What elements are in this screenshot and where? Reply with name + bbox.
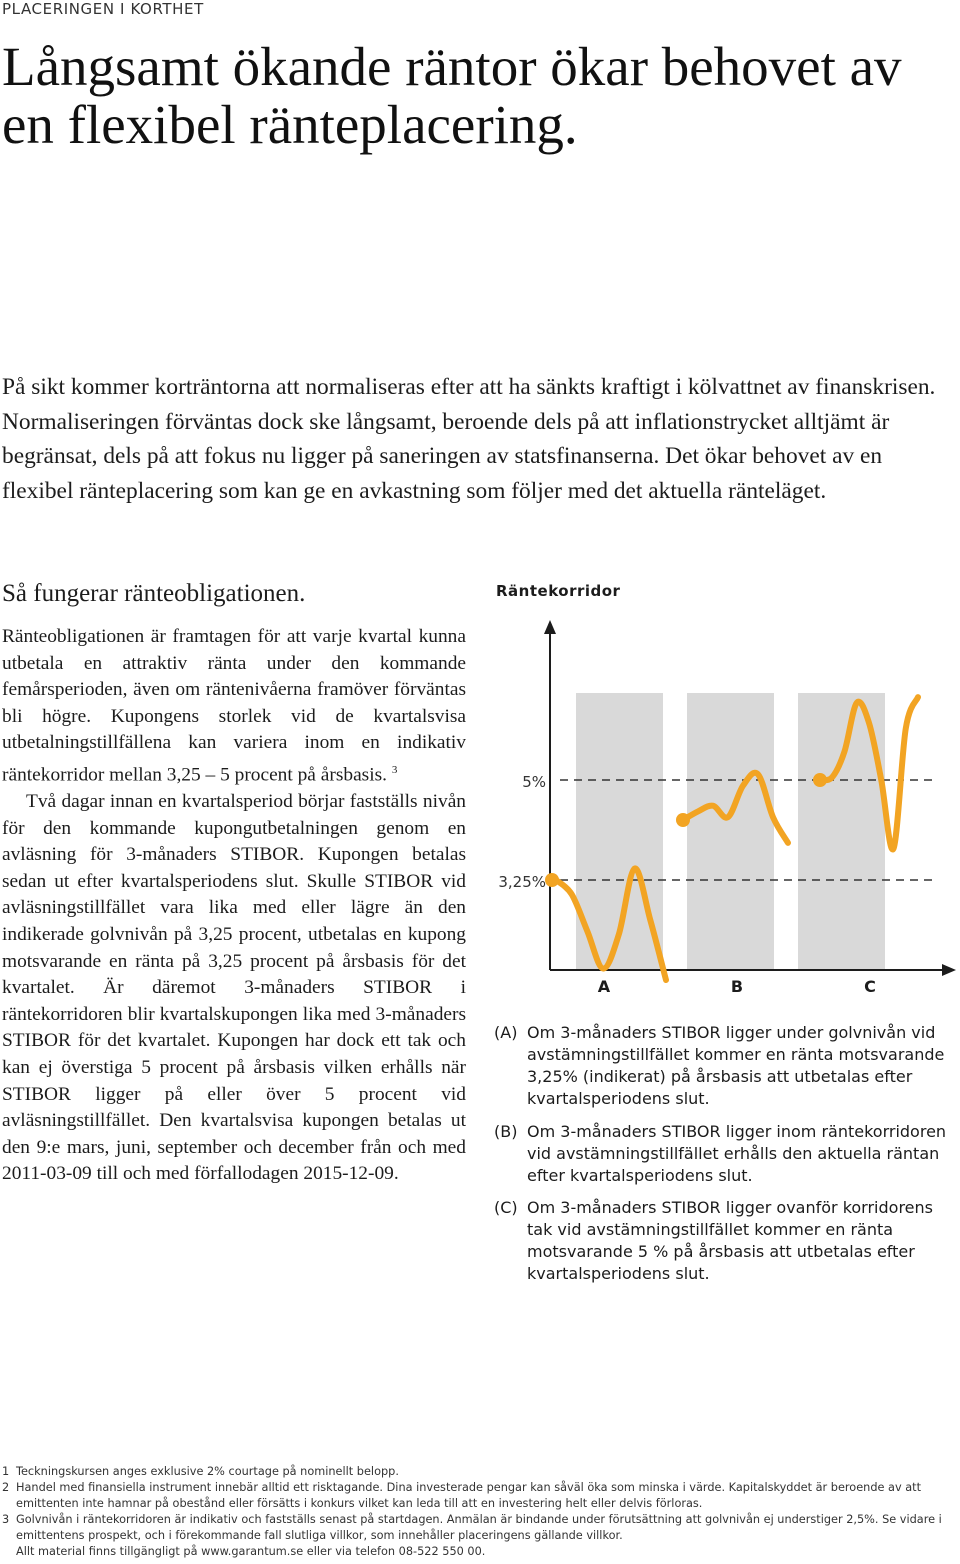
legend-text: Om 3-månaders STIBOR ligger under golvnivån vid avstämningstillfället kommer en ränta motsvarande 3,25% (indikerat) på årsbasis att utbetalas efter kvartalsperiodens slut. (527, 1023, 945, 1108)
legend-tag: (C) (494, 1198, 518, 1217)
footnotes (2, 1464, 958, 1560)
footnote-number: 1 (2, 1465, 10, 1478)
fixing-point-c (813, 773, 827, 787)
legend-text: Om 3-månaders STIBOR ligger ovanför korridorens tak vid avstämningstillfället kommer en ränta motsvarande 5 % på årsbasis att utbetalas efter kvartalsperiodens slut. (527, 1198, 933, 1283)
legend-item-1 (494, 1121, 960, 1187)
footnote-text: Teckningskursen anges exklusive 2% courtage på nominellt belopp. (16, 1465, 399, 1478)
body-text (2, 624, 466, 1188)
intro-paragraph: På sikt kommer korträntorna att normaliseras efter att ha sänkts kraftigt i kölvattnet av finanskrisen. Normaliseringen förväntas dock ske långsamt, beroende dels på att inflationstrycket alltjämt är begränsat, dels på att fokus nu ligger på saneringen av statsfinanserna. Det ökar behovet av en flexibel ränteplacering som kan ge en avkastning som följer med det aktuella ränteläget. (2, 374, 936, 504)
footnote-text: Golvnivån i räntekorridoren är indikativ och fastställs senast på startdagen. Anmälan är bindande under förutsättning att golvnivån ej understiger 2,5%. Se vidare i emittentens prospekt, och i förekommande fall slutliga villkor, som innehåller placeringens gällande villkor. (16, 1513, 942, 1542)
footnote-text: Handel med finansiella instrument innebär alltid ett risktagande. Dina investerade pengar kan såväl öka som minska i värde. Kapitalskyddet är beroende av att emittenten inte hamnar på obestånd eller försätts i konkurs vilket kan leda till att en investering helt eller delvis förloras. (16, 1481, 922, 1510)
legend-tag: (A) (494, 1023, 518, 1042)
body-paragraph-2: Två dagar innan en kvartalsperiod börjar fastställs nivån för den kommande kupongutbetalningen genom en avläsning för 3-månaders STIBOR. Kupongen betalas sedan ut efter kvartalsperiodens slut. Skulle STIBOR vid avläsningstillfället vara lika med eller lägre än den indikerade golvnivån på 3,25 procent, utbetalas en kupong motsvarande en ränta på 3,25 procent på årsbasis för det kvartalet. Är däremot 3-månaders STIBOR i räntekorridoren blir kvartalskupongen lika med 3-månaders STIBOR för det kvartalet. Kupongen har dock ett tak och kan ej överstiga 5 procent på årsbasis vilken erhålls när STIBOR ligger på eller över 5 procent vid avläsningstillfället. Den kvartalsvisa kupongen betalas ut den 9:e mars, juni, september och december från och med 2011-03-09 till och med förfallodagen 2015-12-09. (2, 791, 466, 1185)
legend-text: Om 3-månaders STIBOR ligger inom räntekorridoren vid avstämningstillfället erhålls den aktuella räntan efter kvartalsperiodens slut. (527, 1122, 947, 1185)
page-kicker: PLACERINGEN I KORTHET (2, 0, 204, 18)
chart-title: Räntekorridor (496, 582, 621, 600)
footnote-number: 2 (2, 1481, 10, 1494)
page-title: Långsamt ökande räntor ökar behovet av en flexibel ränteplacering. (2, 36, 902, 155)
footnote (2, 1480, 958, 1512)
footnote (2, 1464, 958, 1480)
fixing-point-a (545, 873, 559, 887)
body-paragraph-1-text: Ränteobligationen är framtagen för att varje kvartal kunna utbetala en attraktiv ränta under den kommande femårsperioden, även om räntenivåerna framöver förväntas bli högre. Kupongens storlek vid de kvartalsvisa utbetalningstillfällena kan variera inom en indikativ räntekorridor mellan 3,25 – 5 procent på årsbasis. (2, 626, 466, 786)
body-paragraph-1 (2, 624, 466, 789)
footnote (2, 1512, 958, 1544)
legend-item-2 (494, 1197, 960, 1287)
section-heading: Så fungerar ränteobligationen. (2, 580, 306, 607)
legend-tag: (B) (494, 1122, 518, 1141)
footnote (2, 1544, 958, 1560)
fixing-point-b (676, 813, 690, 827)
footnote-ref: 3 (391, 763, 398, 776)
y-label-0: 5% (522, 773, 546, 791)
interest-corridor-chart (490, 612, 960, 997)
legend-item-0 (494, 1022, 960, 1112)
y-axis-arrow (544, 620, 556, 634)
footnote-number: 3 (2, 1513, 10, 1526)
period-band-b (687, 693, 774, 970)
period-label-b: B (730, 977, 744, 996)
x-axis-arrow (942, 964, 956, 976)
footnote-text: Allt material finns tillgängligt på www.garantum.se eller via telefon 08-522 550 00. (16, 1545, 486, 1558)
y-label-1: 3,25% (498, 873, 546, 891)
period-label-c: C (864, 977, 876, 996)
period-label-a: A (597, 977, 611, 996)
